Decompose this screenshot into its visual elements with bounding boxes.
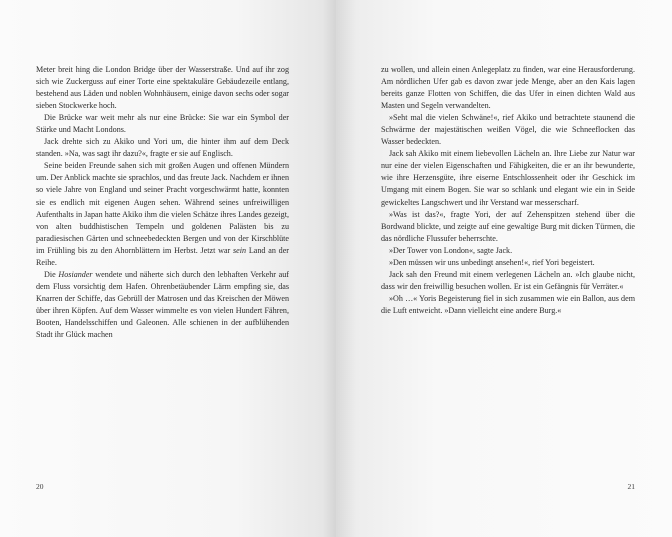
paragraph: »Der Tower von London«, sagte Jack. bbox=[389, 245, 513, 255]
page-number-right: 21 bbox=[627, 482, 635, 491]
paragraph: Meter breit hing die London Bridge über der Wasserstraße. Und auf ihr zog sich wie Zuckerguss auf einer Torte eine spektakuläre Gebäudezeile entlang, bestehend aus Läden und noblen Wohnhäusern, einige davon sechs oder sogar sieben Stockwerke hoch. bbox=[36, 65, 289, 111]
paragraph: Jack drehte sich zu Akiko und Yori um, die hinter ihm auf dem Deck standen. »Na, was sagt ihr dazu?«, fragte er sie auf Englisch. bbox=[36, 137, 289, 159]
paragraph: Die Hosiander wendete und näherte sich durch den lebhaften Verkehr auf dem Fluss vorsichtig dem Hafen. Ohrenbetäubender Lärm empfing sie, das Knarren der Schiffe, das Gebrüll der Matrosen und das Kreischen der Möwen über ihren Köpfen. Auf dem Wasser wimmelte es von vielen Hundert Fähren, Booten, Handelsschiffen und Galeonen. Alle schienen in der aufblühenden Stadt ihr Glück machen bbox=[36, 269, 289, 340]
paragraph: »Was ist das?«, fragte Yori, der auf Zehenspitzen stehend über die Bordwand blickte, und zeigte auf eine gewaltige Burg mit dicken Türmen, die das nördliche Flussufer beherrschte. bbox=[381, 209, 635, 243]
page-number-left: 20 bbox=[36, 482, 44, 491]
paragraph: »Seht mal die vielen Schwäne!«, rief Akiko und betrachtete staunend die Schwärme der majestätischen weißen Vögel, die wie Schneeflocken das Wasser bedeckten. bbox=[381, 113, 635, 147]
paragraph: Jack sah Akiko mit einem liebevollen Lächeln an. Ihre Liebe zur Natur war nur eine der vielen Eigenschaften und Fähigkeiten, die er an ihr bewunderte, wie ihre Herzensgüte, ihre eiserne Entschlossenheit oder ihr Geschick im Umgang mit einem Bogen. Sie war so schlank und elegant wie ein in Seide gewickeltes Langschwert und ihr Verstand war messerscharf. bbox=[381, 149, 635, 207]
paragraph: Seine beiden Freunde sahen sich mit großen Augen und offenen Mündern um. Der Anblick machte sie sprachlos, und das freute Jack. Nachdem er ihnen so viele Jahre von England und seiner Pracht vorgeschwärmt hatte, konnten sie es endlich mit eigenen Augen sehen. Während seines unfreiwilligen Aufenthalts in Japan hatte Akiko ihm die vielen Schätze ihres Landes gezeigt, von alten buddhistischen Tempeln und goldenen Palästen bis zu paradiesischen Gärten und schneebedeckten Bergen und von der Kirschblüte im Frühling bis zu den Ahornblättern im Herbst. Jetzt war sein Land an der Reihe. bbox=[36, 161, 289, 267]
right-page-text bbox=[381, 64, 635, 317]
right-page bbox=[336, 0, 672, 537]
paragraph: »Den müssen wir uns unbedingt ansehen!«, rief Yori begeistert. bbox=[389, 257, 595, 267]
paragraph: »Oh …« Yoris Begeisterung fiel in sich zusammen wie ein Ballon, aus dem die Luft entweicht. »Dann vielleicht eine andere Burg.« bbox=[381, 293, 635, 315]
paragraph: Jack sah den Freund mit einem verlegenen Lächeln an. »Ich glaube nicht, dass wir den freiwillig besuchen wollen. Er ist ein Gefängnis für Verräter.« bbox=[381, 269, 635, 291]
paragraph: Die Brücke war weit mehr als nur eine Brücke: Sie war ein Symbol der Stärke und Macht Londons. bbox=[36, 113, 289, 135]
left-page-text bbox=[36, 64, 289, 341]
paragraph: zu wollen, und allein einen Anlegeplatz zu finden, war eine Herausforderung. Am nördlichen Ufer gab es davon zwar jede Menge, aber an den Kais lagen bereits ganze Flotten von Schiffen, die das Ufer in einen dichten Wald aus Masten und Segeln verwandelten. bbox=[381, 65, 635, 111]
